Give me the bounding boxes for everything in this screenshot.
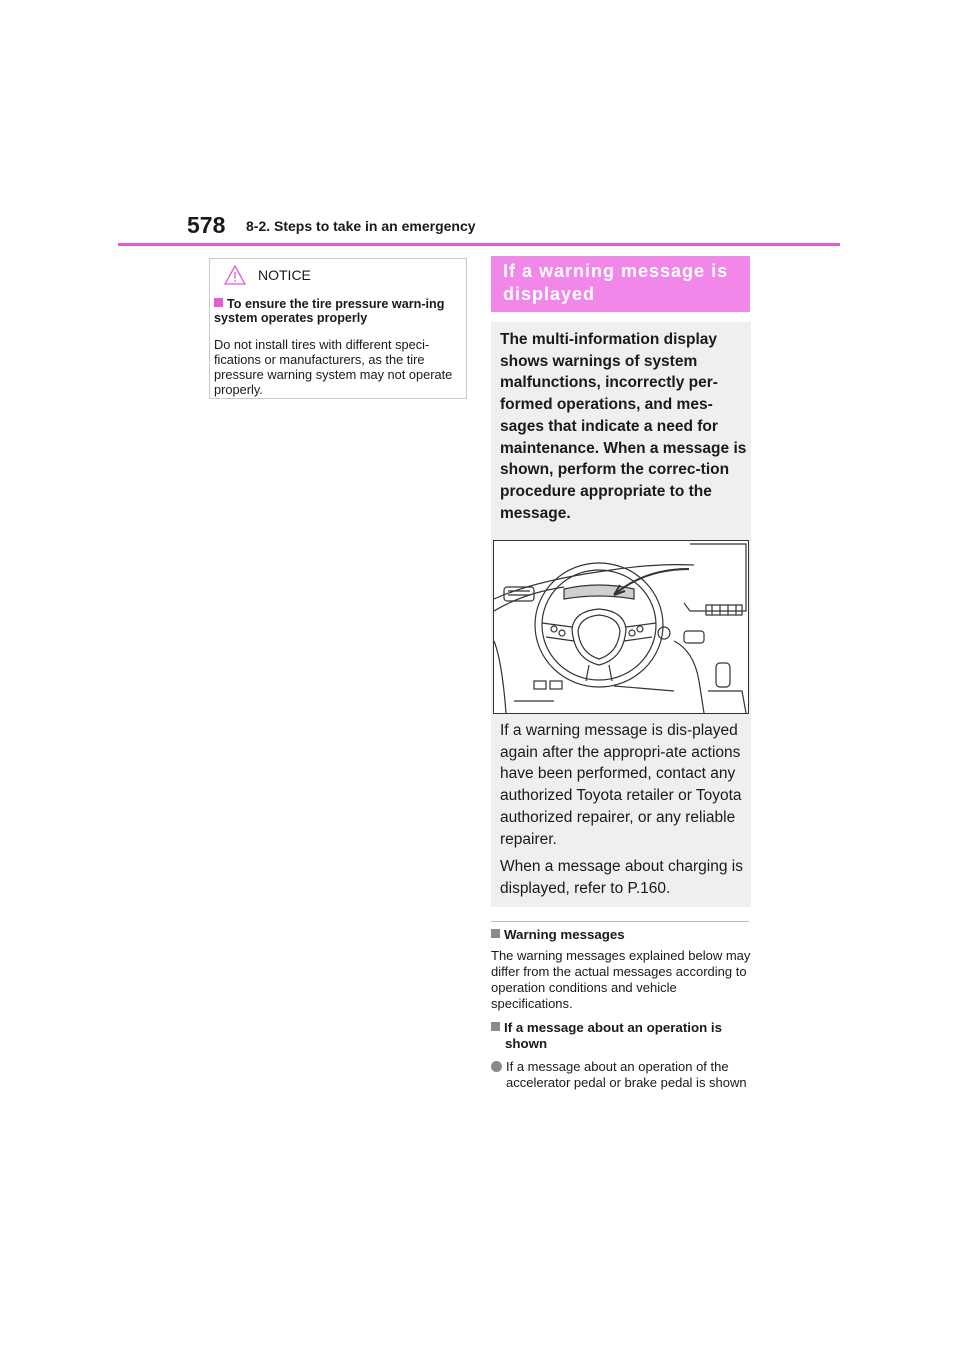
square-bullet-icon [491,1022,500,1031]
warning-panel [491,322,751,907]
header-divider [118,243,840,246]
square-bullet-icon [214,298,223,307]
operation-message-bullet-text: If a message about an operation of the accelerator pedal or brake pedal is shown [506,1059,747,1090]
warning-messages-heading-text: Warning messages [504,927,625,942]
operation-message-heading [491,1020,753,1052]
section-divider [491,921,749,922]
notice-box [209,258,467,399]
round-bullet-icon [491,1061,502,1072]
operation-message-bullet [491,1059,753,1091]
notice-header [224,265,311,285]
warning-messages-heading [491,927,753,943]
page-number: 578 [187,212,226,238]
warning-paragraph-2: When a message about charging is displayed, refer to P.160. [500,858,743,897]
warning-triangle-icon [224,265,246,285]
notice-body: Do not install tires with different speci-fications or manufacturers, as the tire pressure warning system may not operate properly. [214,337,453,397]
warning-lead-text: The multi-information display shows warnings of system malfunctions, incorrectly per-formed operations, and mes-sages that indicate a need for maintenance. When a message is shown, perform the correc-tion procedure appropriate to the message. [500,331,747,522]
dashboard-illustration [493,540,749,714]
notice-title: NOTICE [258,267,311,283]
notice-subheading-text: To ensure the tire pressure warn-ing system operates properly [214,297,445,325]
section-title: 8-2. Steps to take in an emergency [246,218,476,234]
operation-message-heading-text: If a message about an operation is shown [504,1020,722,1051]
warning-messages-body: The warning messages explained below may differ from the actual messages according to operation conditions and vehicle specifications. [491,948,751,1011]
notice-subheading [214,297,462,325]
warning-section-heading: If a warning message is displayed [491,256,750,312]
steering-wheel-diagram [494,541,748,713]
warning-paragraph-1: If a warning message is dis-played again after the appropri-ate actions have been performed, contact any authorized Toyota retailer or Toyota authorized repairer, or any reliable repairer. [500,722,742,848]
square-bullet-icon [491,929,500,938]
